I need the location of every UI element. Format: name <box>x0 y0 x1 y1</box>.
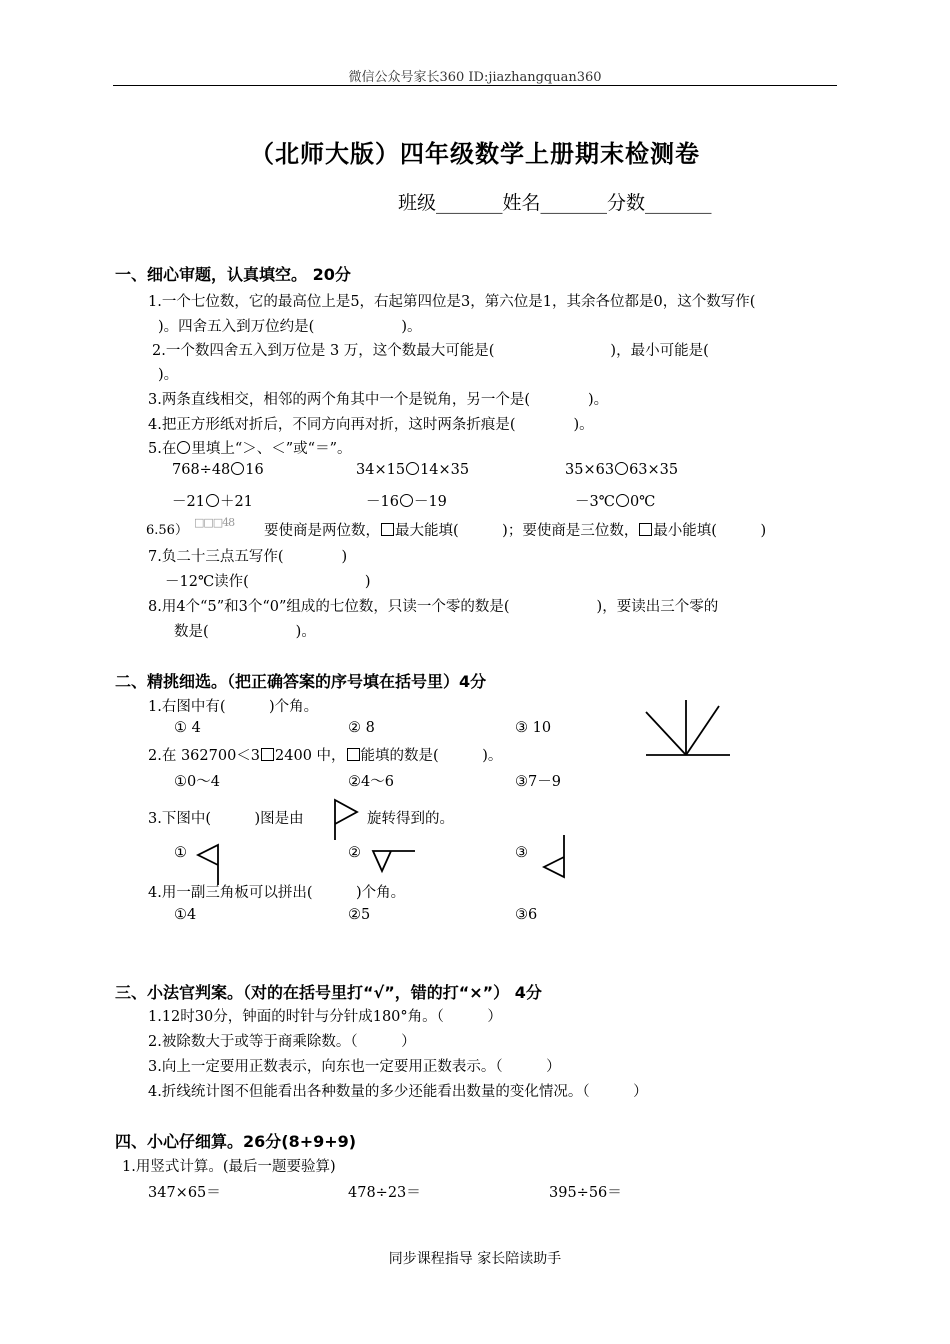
page-header-watermark: 微信公众号家长360 ID:jiazhangquan360 <box>348 70 602 85</box>
header-rule <box>113 85 837 86</box>
compare-2-right: 14×35 <box>420 462 470 478</box>
s1-q6-part2: 最大能填( )；要使商是三位数， <box>395 523 639 539</box>
rotated-flag-2-icon <box>371 847 417 875</box>
compare-4-right: ＋21 <box>219 494 253 510</box>
compare-3-left: 35×63 <box>565 462 615 478</box>
s2-q3-part1: 3.下图中( )图是由 <box>148 811 304 827</box>
s2-q3-option-2: ② <box>348 845 361 861</box>
s2-q1-option-2: ② 8 <box>348 720 375 736</box>
compare-3 <box>565 462 678 478</box>
compare-4-left: －21 <box>172 494 205 510</box>
square-blank-icon <box>347 748 360 761</box>
s4-calc-2: 478÷23＝ <box>348 1185 421 1201</box>
s1-q5 <box>148 437 352 458</box>
s1-q8-line1: 8.用4个“5”和3个“0”组成的七位数，只读一个零的数是( )，要读出三个零的 <box>148 599 719 615</box>
s2-q2-option-3: ③7－9 <box>515 774 561 790</box>
square-blank-icon <box>261 748 274 761</box>
flag-icon <box>333 798 361 842</box>
section-1-title: 一、细心审题，认真填空。 20分 <box>115 265 351 284</box>
compare-5-right: －19 <box>413 494 447 510</box>
page-title: （北师大版）四年级数学上册期末检测卷 <box>250 140 700 168</box>
s1-q8-line2: 数是( )。 <box>174 624 316 640</box>
s2-q2-option-1: ①0～4 <box>174 774 220 790</box>
angle-rays-figure <box>640 700 736 760</box>
circle-blank-icon <box>406 462 419 475</box>
s2-q3-part2: 旋转得到的。 <box>367 811 454 827</box>
s1-q2-line2: )。 <box>158 367 179 383</box>
s2-q4: 4.用一副三角板可以拼出( )个角。 <box>148 885 406 901</box>
section-2-title: 二、精挑细选。（把正确答案的序号填在括号里）4分 <box>115 672 487 691</box>
s2-q2-part3: 能填的数是( )。 <box>360 748 503 764</box>
compare-2 <box>356 462 469 478</box>
s2-q2-option-2: ②4～6 <box>348 774 394 790</box>
compare-2-left: 34×15 <box>356 462 406 478</box>
circle-blank-icon <box>231 462 244 475</box>
s1-q7-line2: －12℃读作( ) <box>165 574 371 590</box>
s2-q4-option-3: ③6 <box>515 907 538 923</box>
circle-blank-icon <box>177 441 190 454</box>
section-3-title: 三、小法官判案。（对的在括号里打“√”，错的打“×”） 4分 <box>115 983 542 1002</box>
page-footer: 同步课程指导 家长陪读助手 <box>388 1251 562 1267</box>
s3-q3: 3.向上一定要用正数表示，向东也一定要用正数表示。（ ） <box>148 1059 561 1075</box>
compare-1-left: 768÷48 <box>172 462 231 478</box>
section-4-title: 四、小心仔细算。26分(8+9+9) <box>115 1132 357 1151</box>
square-blank-icon <box>381 523 394 536</box>
compare-1 <box>172 462 264 478</box>
s3-q1: 1.12时30分，钟面的时针与分针成180°角。（ ） <box>148 1009 502 1025</box>
s2-q2 <box>148 744 502 765</box>
rotated-flag-3-icon <box>542 833 568 879</box>
compare-6-right: 0℃ <box>629 494 656 510</box>
s1-q5-pre: 5.在 <box>148 441 177 457</box>
s2-q2-part2: 2400 中， <box>275 748 346 764</box>
s1-q1-line1: 1.一个七位数，它的最高位上是5，右起第四位是3，第六位是1，其余各位都是0，这个数写作( <box>148 294 756 310</box>
compare-4 <box>172 490 253 511</box>
compare-1-right: 16 <box>245 462 264 478</box>
student-info-line: 班级_______姓名_______分数_______ <box>398 192 712 214</box>
s1-q7-line1: 7.负二十三点五写作( ) <box>148 549 348 565</box>
s2-q1-option-3: ③ 10 <box>515 720 552 736</box>
s1-q6-part1: 要使商是两位数， <box>264 523 380 539</box>
s3-q4: 4.折线统计图不但能看出各种数量的多少还能看出数量的变化情况。（ ） <box>148 1084 648 1100</box>
circle-blank-icon <box>400 494 413 507</box>
s2-q3-option-3: ③ <box>515 845 528 861</box>
s1-q6-prefix: 6.56） <box>146 523 188 538</box>
s1-q6-dividend-fragment: □□□48 <box>194 516 235 529</box>
s2-q1-option-1: ① 4 <box>174 720 201 736</box>
circle-blank-icon <box>616 494 629 507</box>
s1-q3: 3.两条直线相交，相邻的两个角其中一个是锐角，另一个是( )。 <box>148 392 609 408</box>
compare-3-right: 63×35 <box>629 462 679 478</box>
compare-5 <box>366 490 447 511</box>
circle-blank-icon <box>615 462 628 475</box>
circle-blank-icon <box>206 494 219 507</box>
s1-q2-line1: 2.一个数四舍五入到万位是 3 万，这个数最大可能是( )，最小可能是( <box>152 343 709 359</box>
s1-q1-line2: )。四舍五入到万位约是( )。 <box>158 319 422 335</box>
s3-q2: 2.被除数大于或等于商乘除数。（ ） <box>148 1034 416 1050</box>
s1-q6-part3: 最小能填( ) <box>653 523 767 539</box>
compare-6 <box>575 490 655 511</box>
s4-q1: 1.用竖式计算。(最后一题要验算) <box>122 1159 336 1175</box>
s2-q4-option-2: ②5 <box>348 907 371 923</box>
s2-q4-option-1: ①4 <box>174 907 197 923</box>
compare-6-left: －3℃ <box>575 494 615 510</box>
s2-q2-part1: 2.在 362700＜3 <box>148 748 261 764</box>
square-blank-icon <box>639 523 652 536</box>
s4-calc-3: 395÷56＝ <box>549 1185 622 1201</box>
s1-q5-post: 里填上“＞、＜”或“＝”。 <box>191 441 352 457</box>
s2-q1: 1.右图中有( )个角。 <box>148 699 319 715</box>
s1-q6-text <box>264 519 766 540</box>
compare-5-left: －16 <box>366 494 399 510</box>
s1-q4: 4.把正方形纸对折后，不同方向再对折，这时两条折痕是( )。 <box>148 417 594 433</box>
s4-calc-1: 347×65＝ <box>148 1185 221 1201</box>
s2-q3-option-1: ① <box>174 845 187 861</box>
